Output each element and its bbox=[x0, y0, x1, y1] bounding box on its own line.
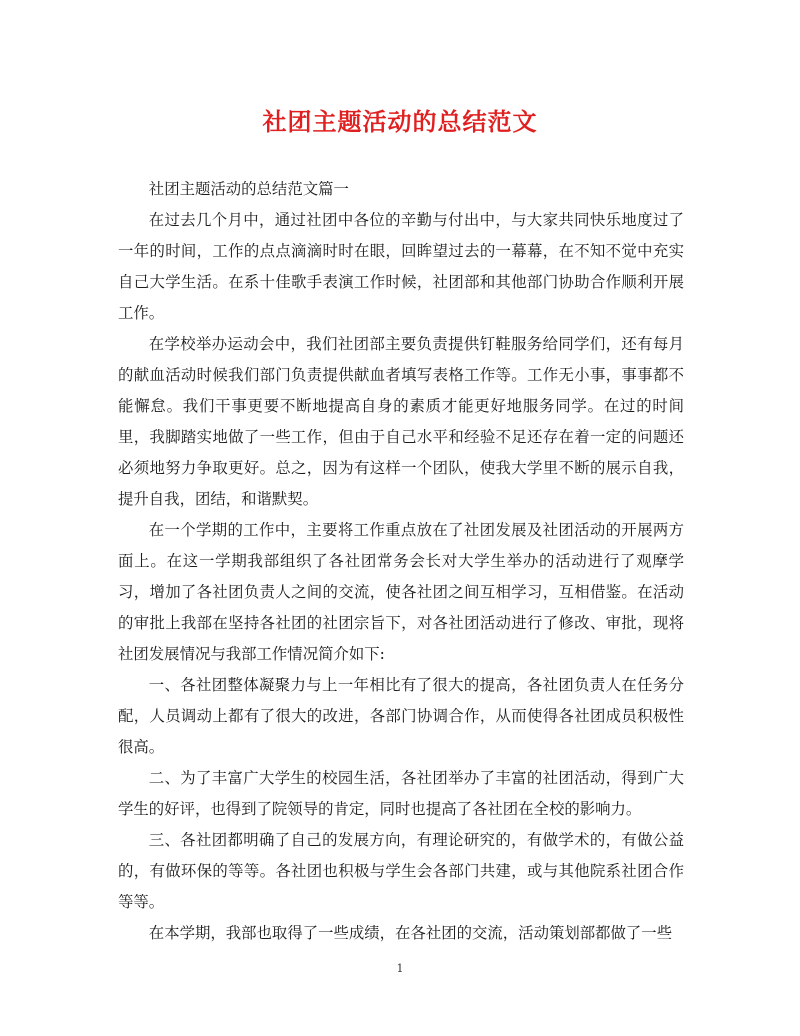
paragraph: 在一个学期的工作中，主要将工作重点放在了社团发展及社团活动的开展两方面上。在这一学期我部组织了各社团常务会长对大学生举办的活动进行了观摩学习，增加了各社团负责人之间的交流，使各社团之间互相学习，互相借鉴。在活动的审批上我部在坚持各社团的社团宗旨下，对各社团活动进行了修改、审批，现将社团发展情况与我部工作情况简介如下: bbox=[118, 521, 684, 663]
document-title: 社团主题活动的总结范文 bbox=[262, 107, 538, 136]
document-body bbox=[118, 174, 684, 949]
paragraph: 一、各社团整体凝聚力与上一年相比有了很大的提高，各社团负责人在任务分配，人员调动上都有了很大的改进，各部门协调合作，从而使得各社团成员积极性很高。 bbox=[118, 676, 684, 756]
section-heading: 社团主题活动的总结范文篇一 bbox=[148, 180, 349, 198]
paragraph: 在学校举办运动会中，我们社团部主要负责提供钉鞋服务给同学们，还有每月的献血活动时候我们部门负责提供献血者填写表格工作等。工作无小事，事事都不能懈怠。我们干事更要不断地提高自身的素质才能更好地服务同学。在过的时间里，我脚踏实地做了一些工作，但由于自己水平和经验不足还存在着一定的问题还必须地努力争取更好。总之，因为有这样一个团队，使我大学里不断的展示自我，提升自我，团结，和谐默契。 bbox=[118, 335, 684, 508]
page-number: 1 bbox=[396, 962, 404, 975]
paragraph: 二、为了丰富广大学生的校园生活，各社团举办了丰富的社团活动，得到广大学生的好评，也得到了院领导的肯定，同时也提高了各社团在全校的影响力。 bbox=[118, 769, 684, 818]
paragraph: 三、各社团都明确了自己的发展方向，有理论研究的，有做学术的，有做公益的，有做环保的等等。各社团也积极与学生会各部门共建，或与其他院系社团合作等等。 bbox=[118, 831, 684, 911]
paragraph: 在过去几个月中，通过社团中各位的辛勤与付出中，与大家共同快乐地度过了一年的时间，工作的点点滴滴时时在眼，回眸望过去的一幕幕，在不知不觉中充实自己大学生活。在系十佳歌手表演工作时候，社团部和其他部门协助合作顺利开展工作。 bbox=[118, 211, 684, 322]
paragraph: 在本学期，我部也取得了一些成绩，在各社团的交流，活动策划部都做了一些 bbox=[148, 924, 673, 942]
